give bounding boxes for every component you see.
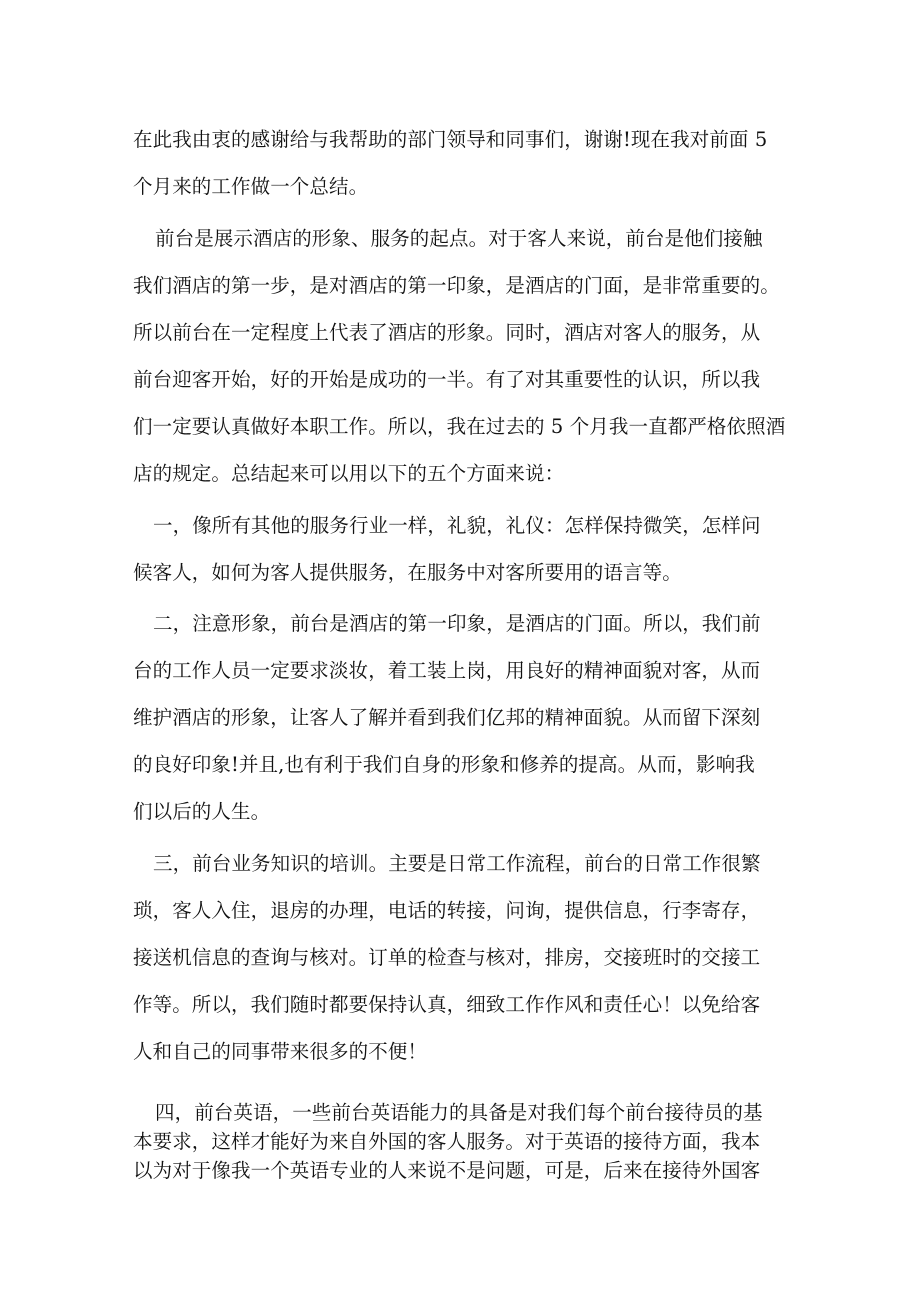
text-line: 接送机信息的查询与核对。订单的检查与核对，排房，交接班时的交接工 (133, 946, 761, 969)
text-line: 候客人，如何为客人提供服务，在服务中对客所要用的语言等。 (133, 561, 682, 584)
text-line: 人和自己的同事带来很多的不便！ (133, 1040, 428, 1063)
text-line: 前台是展示酒店的形象、服务的起点。对于客人来说，前台是他们接触 (155, 227, 763, 250)
text-line: 三，前台业务知识的培训。主要是日常工作流程，前台的日常工作很繁 (153, 852, 761, 875)
text-line: 一，像所有其他的服务行业一样，礼貌，礼仪：怎样保持微笑，怎样问 (153, 514, 761, 537)
text-line: 以为对于像我一个英语专业的人来说不是问题，可是，后来在接待外国客 (133, 1159, 761, 1182)
text-line: 所以前台在一定程度上代表了酒店的形象。同时，酒店对客人的服务，从 (133, 321, 761, 344)
text-line: 的良好印象!并且,也有利于我们自身的形象和修养的提高。从而，影响我 (133, 753, 755, 776)
text-line: 维护酒店的形象，让客人了解并看到我们亿邦的精神面貌。从而留下深刻 (133, 706, 761, 729)
text-line: 们以后的人生。 (133, 800, 271, 823)
text-line: 个月来的工作做一个总结。 (133, 175, 369, 198)
text-line: 二，注意形象，前台是酒店的第一印象，是酒店的门面。所以，我们前 (153, 612, 761, 635)
text-line: 前台迎客开始，好的开始是成功的一半。有了对其重要性的认识，所以我 (133, 368, 761, 391)
text-line: 台的工作人员一定要求淡妆，着工装上岗，用良好的精神面貌对客，从而 (133, 659, 761, 682)
text-line: 们一定要认真做好本职工作。所以，我在过去的 5 个月我一直都严格依照酒 (133, 415, 786, 438)
text-line: 店的规定。总结起来可以用以下的五个方面来说： (133, 462, 565, 485)
text-line: 本要求，这样才能好为来自外国的客人服务。对于英语的接待方面，我本 (133, 1130, 761, 1153)
text-line: 我们酒店的第一步，是对酒店的第一印象，是酒店的门面，是非常重要的。 (133, 274, 780, 297)
text-line: 在此我由衷的感谢给与我帮助的部门领导和同事们，谢谢!现在我对前面 5 (133, 128, 768, 151)
text-line: 四，前台英语，一些前台英语能力的具备是对我们每个前台接待员的基 (155, 1101, 763, 1124)
text-line: 作等。所以，我们随时都要保持认真，细致工作作风和责任心！以免给客 (133, 993, 761, 1016)
text-line: 琐，客人入住，退房的办理，电话的转接，问询，提供信息，行李寄存， (133, 899, 761, 922)
